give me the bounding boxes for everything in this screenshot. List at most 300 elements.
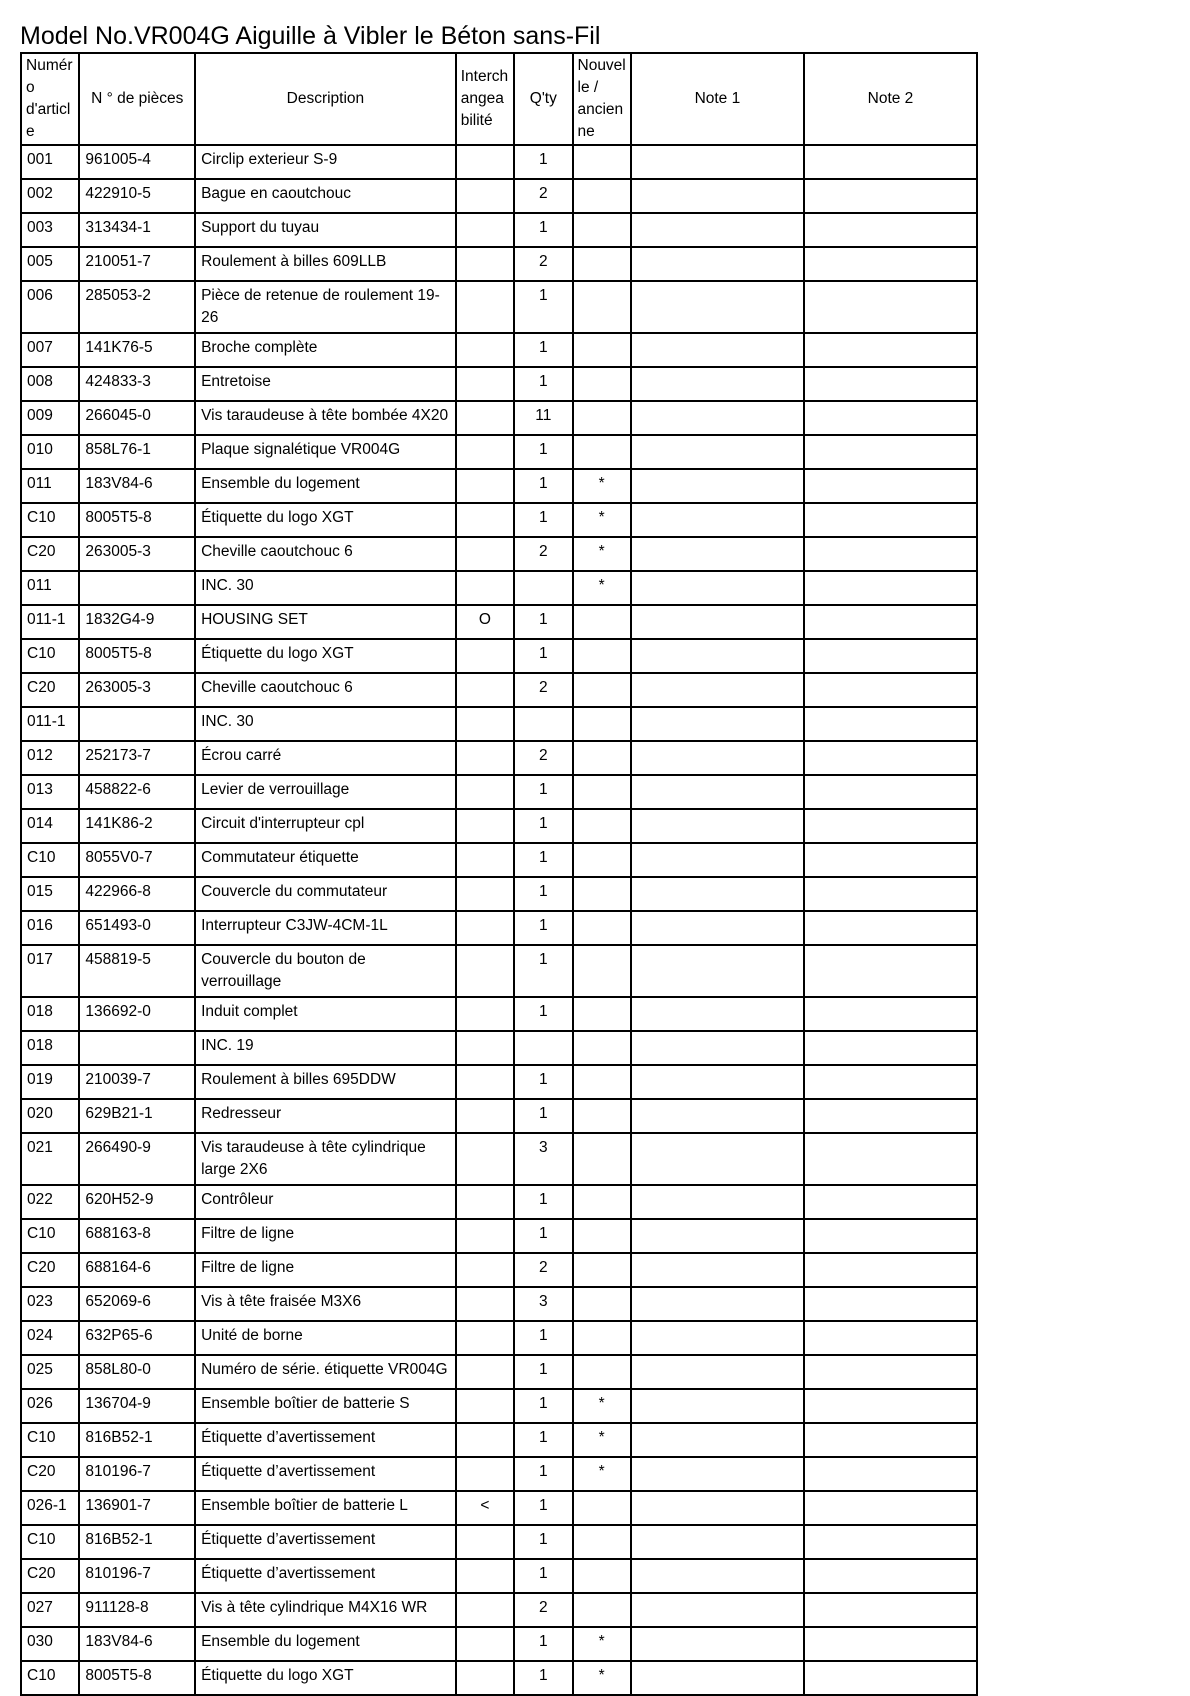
cell-description: Étiquette du logo XGT — [195, 639, 456, 673]
cell-interchangeability — [456, 281, 514, 333]
cell-item-no: 005 — [21, 247, 79, 281]
cell-note-2 — [804, 1627, 977, 1661]
cell-description: Roulement à billes 609LLB — [195, 247, 456, 281]
cell-qty: 2 — [514, 179, 572, 213]
cell-new-old — [573, 367, 631, 401]
cell-note-2 — [804, 435, 977, 469]
cell-new-old — [573, 775, 631, 809]
cell-interchangeability — [456, 911, 514, 945]
cell-note-1 — [631, 1559, 804, 1593]
cell-part-no: 285053-2 — [79, 281, 195, 333]
cell-qty: 1 — [514, 1457, 572, 1491]
cell-qty: 2 — [514, 1593, 572, 1627]
cell-interchangeability — [456, 1321, 514, 1355]
cell-description: Cheville caoutchouc 6 — [195, 537, 456, 571]
table-row — [21, 809, 977, 843]
cell-note-2 — [804, 877, 977, 911]
cell-qty — [514, 571, 572, 605]
cell-item-no: 009 — [21, 401, 79, 435]
cell-part-no: 911128-8 — [79, 1593, 195, 1627]
cell-part-no: 810196-7 — [79, 1457, 195, 1491]
cell-note-2 — [804, 1491, 977, 1525]
cell-description: Pièce de retenue de roulement 19-26 — [195, 281, 456, 333]
table-row — [21, 1627, 977, 1661]
cell-part-no: 141K86-2 — [79, 809, 195, 843]
cell-note-2 — [804, 911, 977, 945]
cell-new-old: * — [573, 1457, 631, 1491]
cell-interchangeability — [456, 673, 514, 707]
cell-note-1 — [631, 1219, 804, 1253]
table-row — [21, 367, 977, 401]
header-interchangeability: Interchangeabilité — [456, 53, 514, 145]
cell-note-1 — [631, 877, 804, 911]
table-row — [21, 877, 977, 911]
cell-interchangeability — [456, 503, 514, 537]
cell-item-no: 030 — [21, 1627, 79, 1661]
cell-part-no: 858L76-1 — [79, 435, 195, 469]
cell-note-2 — [804, 1321, 977, 1355]
cell-note-2 — [804, 401, 977, 435]
cell-item-no: 013 — [21, 775, 79, 809]
cell-note-1 — [631, 1423, 804, 1457]
cell-note-2 — [804, 503, 977, 537]
cell-new-old — [573, 843, 631, 877]
cell-part-no: 8005T5-8 — [79, 1661, 195, 1695]
cell-item-no: 017 — [21, 945, 79, 997]
cell-note-2 — [804, 213, 977, 247]
cell-item-no: 023 — [21, 1287, 79, 1321]
cell-new-old — [573, 1099, 631, 1133]
table-row — [21, 1065, 977, 1099]
cell-item-no: 020 — [21, 1099, 79, 1133]
cell-description: Filtre de ligne — [195, 1253, 456, 1287]
table-row — [21, 213, 977, 247]
cell-description: HOUSING SET — [195, 605, 456, 639]
cell-item-no: 011 — [21, 469, 79, 503]
cell-note-2 — [804, 843, 977, 877]
cell-note-2 — [804, 1099, 977, 1133]
table-row — [21, 997, 977, 1031]
cell-interchangeability — [456, 1661, 514, 1695]
cell-item-no: 026-1 — [21, 1491, 79, 1525]
cell-item-no: C10 — [21, 1525, 79, 1559]
cell-part-no: 688164-6 — [79, 1253, 195, 1287]
table-row — [21, 435, 977, 469]
cell-note-1 — [631, 145, 804, 179]
cell-qty: 1 — [514, 503, 572, 537]
cell-part-no: 183V84-6 — [79, 469, 195, 503]
cell-description: Circuit d'interrupteur cpl — [195, 809, 456, 843]
table-row — [21, 1661, 977, 1695]
cell-new-old — [573, 741, 631, 775]
cell-item-no: 011-1 — [21, 707, 79, 741]
cell-note-2 — [804, 247, 977, 281]
cell-note-1 — [631, 1593, 804, 1627]
cell-qty: 1 — [514, 1321, 572, 1355]
cell-item-no: C10 — [21, 1423, 79, 1457]
cell-item-no: C10 — [21, 843, 79, 877]
cell-new-old — [573, 707, 631, 741]
cell-interchangeability — [456, 213, 514, 247]
cell-note-1 — [631, 809, 804, 843]
cell-new-old: * — [573, 1389, 631, 1423]
cell-item-no: 008 — [21, 367, 79, 401]
cell-qty: 1 — [514, 877, 572, 911]
cell-description: Ensemble boîtier de batterie L — [195, 1491, 456, 1525]
cell-item-no: 012 — [21, 741, 79, 775]
cell-interchangeability — [456, 571, 514, 605]
cell-part-no — [79, 1031, 195, 1065]
table-row — [21, 1457, 977, 1491]
cell-new-old — [573, 809, 631, 843]
cell-note-2 — [804, 281, 977, 333]
cell-note-2 — [804, 639, 977, 673]
cell-note-2 — [804, 1065, 977, 1099]
header-part-no: N ° de pièces — [79, 53, 195, 145]
cell-interchangeability: O — [456, 605, 514, 639]
cell-note-2 — [804, 1185, 977, 1219]
cell-note-1 — [631, 843, 804, 877]
cell-note-2 — [804, 333, 977, 367]
cell-part-no: 816B52-1 — [79, 1525, 195, 1559]
cell-part-no: 263005-3 — [79, 537, 195, 571]
cell-new-old — [573, 1287, 631, 1321]
cell-note-1 — [631, 1185, 804, 1219]
cell-part-no: 688163-8 — [79, 1219, 195, 1253]
cell-note-1 — [631, 213, 804, 247]
cell-new-old — [573, 145, 631, 179]
cell-interchangeability — [456, 247, 514, 281]
cell-interchangeability — [456, 741, 514, 775]
cell-part-no: 652069-6 — [79, 1287, 195, 1321]
table-row — [21, 1287, 977, 1321]
cell-item-no: 022 — [21, 1185, 79, 1219]
cell-note-1 — [631, 1253, 804, 1287]
cell-new-old — [573, 435, 631, 469]
table-row — [21, 673, 977, 707]
cell-part-no: 8005T5-8 — [79, 639, 195, 673]
cell-qty: 1 — [514, 605, 572, 639]
cell-note-1 — [631, 1133, 804, 1185]
cell-qty: 1 — [514, 1423, 572, 1457]
cell-part-no: 266045-0 — [79, 401, 195, 435]
cell-new-old — [573, 1219, 631, 1253]
cell-interchangeability — [456, 997, 514, 1031]
cell-description: Plaque signalétique VR004G — [195, 435, 456, 469]
cell-new-old: * — [573, 469, 631, 503]
cell-note-2 — [804, 1133, 977, 1185]
cell-qty: 1 — [514, 435, 572, 469]
cell-interchangeability — [456, 843, 514, 877]
cell-qty: 11 — [514, 401, 572, 435]
cell-note-2 — [804, 707, 977, 741]
table-row — [21, 1423, 977, 1457]
header-description: Description — [195, 53, 456, 145]
cell-item-no: 001 — [21, 145, 79, 179]
cell-item-no: 025 — [21, 1355, 79, 1389]
cell-item-no: 002 — [21, 179, 79, 213]
cell-new-old — [573, 911, 631, 945]
cell-interchangeability — [456, 1593, 514, 1627]
cell-new-old: * — [573, 571, 631, 605]
cell-note-1 — [631, 367, 804, 401]
table-row — [21, 1253, 977, 1287]
cell-description: Étiquette du logo XGT — [195, 503, 456, 537]
cell-part-no: 210039-7 — [79, 1065, 195, 1099]
cell-item-no: 016 — [21, 911, 79, 945]
cell-description: Support du tuyau — [195, 213, 456, 247]
cell-qty: 1 — [514, 1219, 572, 1253]
cell-note-1 — [631, 1661, 804, 1695]
cell-qty: 1 — [514, 1389, 572, 1423]
cell-qty: 1 — [514, 213, 572, 247]
cell-qty: 1 — [514, 639, 572, 673]
cell-description: Bague en caoutchouc — [195, 179, 456, 213]
cell-note-2 — [804, 469, 977, 503]
cell-note-2 — [804, 997, 977, 1031]
cell-description: Vis taraudeuse à tête bombée 4X20 — [195, 401, 456, 435]
cell-note-2 — [804, 537, 977, 571]
cell-description: Étiquette d’avertissement — [195, 1457, 456, 1491]
cell-interchangeability — [456, 1099, 514, 1133]
cell-new-old — [573, 1525, 631, 1559]
cell-note-2 — [804, 1031, 977, 1065]
cell-note-2 — [804, 1355, 977, 1389]
cell-new-old — [573, 333, 631, 367]
cell-interchangeability — [456, 809, 514, 843]
cell-note-1 — [631, 503, 804, 537]
cell-description: Circlip exterieur S-9 — [195, 145, 456, 179]
cell-note-1 — [631, 435, 804, 469]
cell-qty: 1 — [514, 367, 572, 401]
header-note-2: Note 2 — [804, 53, 977, 145]
cell-item-no: C10 — [21, 1219, 79, 1253]
cell-interchangeability — [456, 945, 514, 997]
table-row — [21, 537, 977, 571]
cell-note-2 — [804, 1661, 977, 1695]
cell-new-old — [573, 1133, 631, 1185]
cell-interchangeability — [456, 775, 514, 809]
cell-description: Vis à tête fraisée M3X6 — [195, 1287, 456, 1321]
cell-part-no: 8005T5-8 — [79, 503, 195, 537]
cell-interchangeability — [456, 1065, 514, 1099]
cell-new-old — [573, 1355, 631, 1389]
table-row — [21, 1321, 977, 1355]
cell-description: Cheville caoutchouc 6 — [195, 673, 456, 707]
cell-qty: 1 — [514, 1065, 572, 1099]
cell-note-1 — [631, 741, 804, 775]
cell-description: Ensemble du logement — [195, 469, 456, 503]
cell-description: Unité de borne — [195, 1321, 456, 1355]
cell-note-1 — [631, 1491, 804, 1525]
cell-note-2 — [804, 1525, 977, 1559]
cell-note-1 — [631, 639, 804, 673]
table-row — [21, 1491, 977, 1525]
cell-part-no: 252173-7 — [79, 741, 195, 775]
cell-note-1 — [631, 1525, 804, 1559]
cell-note-1 — [631, 281, 804, 333]
table-row — [21, 911, 977, 945]
cell-new-old — [573, 997, 631, 1031]
cell-part-no: 8055V0-7 — [79, 843, 195, 877]
parts-table — [20, 52, 978, 1696]
cell-new-old — [573, 877, 631, 911]
cell-new-old — [573, 673, 631, 707]
cell-qty: 1 — [514, 911, 572, 945]
cell-item-no: 014 — [21, 809, 79, 843]
table-row — [21, 639, 977, 673]
table-row — [21, 333, 977, 367]
cell-qty: 1 — [514, 997, 572, 1031]
cell-qty: 1 — [514, 1661, 572, 1695]
cell-qty — [514, 707, 572, 741]
cell-note-2 — [804, 1219, 977, 1253]
table-row — [21, 571, 977, 605]
cell-note-2 — [804, 1559, 977, 1593]
cell-item-no: 018 — [21, 997, 79, 1031]
cell-note-2 — [804, 571, 977, 605]
cell-note-1 — [631, 247, 804, 281]
cell-description: Roulement à billes 695DDW — [195, 1065, 456, 1099]
cell-qty: 1 — [514, 333, 572, 367]
cell-qty: 1 — [514, 1559, 572, 1593]
cell-part-no: 422966-8 — [79, 877, 195, 911]
table-row — [21, 1593, 977, 1627]
table-row — [21, 503, 977, 537]
cell-interchangeability — [456, 1287, 514, 1321]
cell-description: Contrôleur — [195, 1185, 456, 1219]
cell-new-old — [573, 179, 631, 213]
table-row — [21, 145, 977, 179]
cell-interchangeability — [456, 435, 514, 469]
cell-note-2 — [804, 1593, 977, 1627]
cell-item-no: C20 — [21, 1457, 79, 1491]
cell-note-1 — [631, 997, 804, 1031]
cell-description: Étiquette d’avertissement — [195, 1525, 456, 1559]
cell-part-no: 313434-1 — [79, 213, 195, 247]
cell-description: Redresseur — [195, 1099, 456, 1133]
cell-note-1 — [631, 537, 804, 571]
cell-interchangeability — [456, 537, 514, 571]
cell-part-no: 458822-6 — [79, 775, 195, 809]
cell-new-old: * — [573, 1423, 631, 1457]
cell-note-1 — [631, 1099, 804, 1133]
cell-description: Couvercle du bouton de verrouillage — [195, 945, 456, 997]
table-row — [21, 1219, 977, 1253]
cell-interchangeability — [456, 1253, 514, 1287]
cell-note-2 — [804, 741, 977, 775]
cell-note-1 — [631, 945, 804, 997]
cell-part-no: 629B21-1 — [79, 1099, 195, 1133]
cell-description: Couvercle du commutateur — [195, 877, 456, 911]
cell-note-1 — [631, 775, 804, 809]
table-row — [21, 707, 977, 741]
cell-description: INC. 30 — [195, 707, 456, 741]
cell-qty: 2 — [514, 673, 572, 707]
cell-description: Numéro de série. étiquette VR004G — [195, 1355, 456, 1389]
cell-qty: 1 — [514, 1355, 572, 1389]
cell-item-no: 024 — [21, 1321, 79, 1355]
cell-qty: 1 — [514, 1185, 572, 1219]
cell-new-old — [573, 401, 631, 435]
cell-item-no: 006 — [21, 281, 79, 333]
cell-description: INC. 19 — [195, 1031, 456, 1065]
cell-item-no: 021 — [21, 1133, 79, 1185]
cell-qty: 1 — [514, 775, 572, 809]
cell-new-old: * — [573, 1627, 631, 1661]
table-header-row — [21, 53, 977, 145]
cell-qty: 1 — [514, 945, 572, 997]
cell-description: Ensemble du logement — [195, 1627, 456, 1661]
cell-interchangeability — [456, 401, 514, 435]
cell-item-no: C10 — [21, 639, 79, 673]
cell-description: Ensemble boîtier de batterie S — [195, 1389, 456, 1423]
cell-description: Vis taraudeuse à tête cylindrique large 2X6 — [195, 1133, 456, 1185]
cell-qty: 1 — [514, 1525, 572, 1559]
table-row — [21, 469, 977, 503]
cell-note-1 — [631, 1287, 804, 1321]
cell-note-2 — [804, 673, 977, 707]
cell-description: Filtre de ligne — [195, 1219, 456, 1253]
cell-interchangeability — [456, 145, 514, 179]
table-row — [21, 945, 977, 997]
cell-description: Interrupteur C3JW-4CM-1L — [195, 911, 456, 945]
cell-interchangeability — [456, 877, 514, 911]
cell-part-no — [79, 571, 195, 605]
cell-note-2 — [804, 945, 977, 997]
cell-note-1 — [631, 1457, 804, 1491]
cell-item-no: C20 — [21, 537, 79, 571]
cell-part-no: 136704-9 — [79, 1389, 195, 1423]
cell-note-2 — [804, 1457, 977, 1491]
cell-item-no: C20 — [21, 1253, 79, 1287]
cell-interchangeability — [456, 1355, 514, 1389]
cell-qty: 1 — [514, 809, 572, 843]
cell-note-1 — [631, 469, 804, 503]
cell-note-2 — [804, 145, 977, 179]
cell-interchangeability — [456, 367, 514, 401]
cell-new-old: * — [573, 537, 631, 571]
cell-part-no: 458819-5 — [79, 945, 195, 997]
cell-interchangeability — [456, 707, 514, 741]
table-row — [21, 741, 977, 775]
cell-description: Étiquette d’avertissement — [195, 1423, 456, 1457]
cell-part-no: 632P65-6 — [79, 1321, 195, 1355]
cell-part-no: 210051-7 — [79, 247, 195, 281]
cell-part-no: 266490-9 — [79, 1133, 195, 1185]
cell-note-2 — [804, 1287, 977, 1321]
cell-item-no: 011-1 — [21, 605, 79, 639]
cell-description: Induit complet — [195, 997, 456, 1031]
cell-note-1 — [631, 1031, 804, 1065]
cell-part-no: 263005-3 — [79, 673, 195, 707]
cell-interchangeability — [456, 1457, 514, 1491]
cell-item-no: 003 — [21, 213, 79, 247]
cell-part-no: 651493-0 — [79, 911, 195, 945]
table-row — [21, 1355, 977, 1389]
header-note-1: Note 1 — [631, 53, 804, 145]
cell-item-no: 019 — [21, 1065, 79, 1099]
table-row — [21, 1133, 977, 1185]
cell-new-old — [573, 281, 631, 333]
cell-description: INC. 30 — [195, 571, 456, 605]
cell-qty: 1 — [514, 1099, 572, 1133]
table-row — [21, 179, 977, 213]
table-row — [21, 605, 977, 639]
cell-interchangeability — [456, 1219, 514, 1253]
table-row — [21, 1031, 977, 1065]
cell-new-old — [573, 639, 631, 673]
